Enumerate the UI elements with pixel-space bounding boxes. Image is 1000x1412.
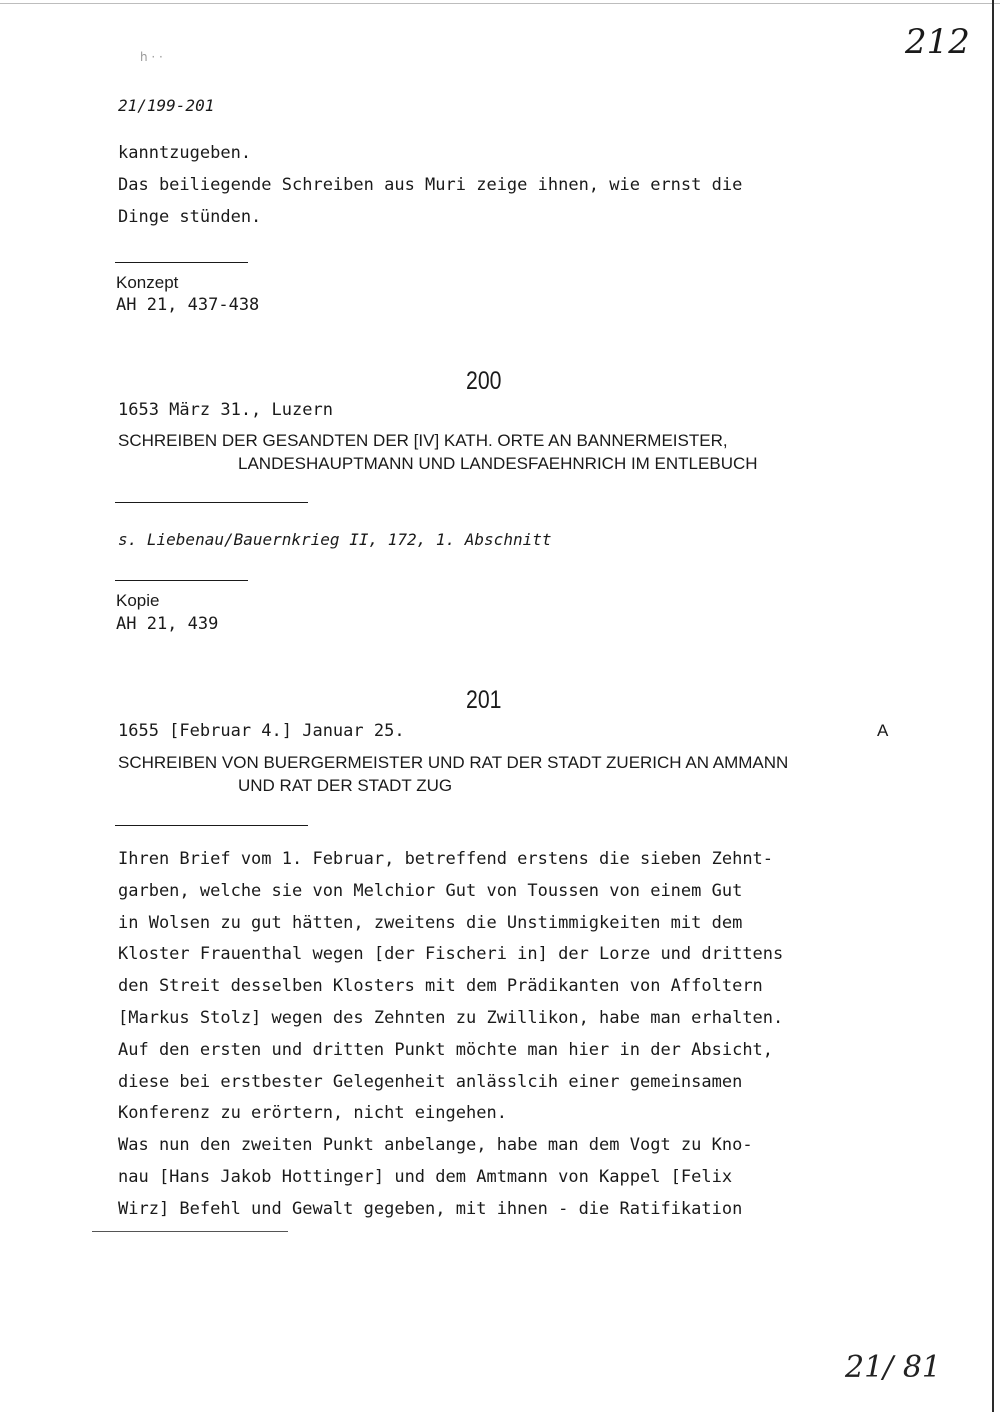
entry-number: 200	[466, 367, 502, 395]
separator-rule	[115, 580, 248, 581]
scan-top-edge	[0, 3, 1000, 4]
source-type: Kopie	[116, 591, 160, 610]
text-line: Ihren Brief vom 1. Februar, betreffend erstens die sieben Zehnt-	[118, 849, 774, 869]
text-line: den Streit desselben Klosters mit dem Prädikanten von Affoltern	[118, 976, 763, 997]
text-line: nau [Hans Jakob Hottinger] und dem Amtmann von Kappel [Felix	[118, 1166, 733, 1187]
handwritten-footer-note: 21/ 81	[845, 1350, 941, 1385]
handwritten-page-number: 212	[905, 22, 970, 62]
text-line: garben, welche sie von Melchior Gut von Toussen von einem Gut	[118, 880, 743, 901]
separator-rule	[115, 825, 308, 826]
source-reference: AH 21, 439	[116, 614, 219, 634]
separator-rule	[115, 502, 308, 503]
faint-stamp-mark: h · ·	[140, 50, 163, 64]
scan-right-edge	[992, 0, 994, 1412]
entry-number: 201	[466, 686, 502, 714]
entry-marker: A	[877, 721, 889, 740]
entry-title-line: SCHREIBEN VON BUERGERMEISTER UND RAT DER STADT ZUERICH AN AMMANN	[118, 753, 789, 772]
literature-reference: s. Liebenau/Bauernkrieg II, 172, 1. Abschnitt	[118, 530, 552, 549]
text-line: diese bei erstbester Gelegenheit anlässlcih einer gemeinsamen	[118, 1071, 743, 1092]
text-line: [Markus Stolz] wegen des Zehnten zu Zwillikon, habe man erhalten.	[118, 1007, 784, 1028]
text-line: in Wolsen zu gut hätten, zweitens die Unstimmigkeiten mit dem	[118, 912, 743, 933]
entry-date: 1655 [Februar 4.] Januar 25.	[118, 721, 405, 741]
text-line: Wirz] Befehl und Gewalt gegeben, mit ihnen - die Ratifikation	[118, 1198, 743, 1219]
entry-title-line: SCHREIBEN DER GESANDTEN DER [IV] KATH. ORTE AN BANNERMEISTER,	[118, 431, 728, 450]
dashed-rule	[92, 1231, 288, 1232]
source-reference: AH 21, 437-438	[116, 295, 260, 315]
reference-code: 21/199-201	[118, 96, 215, 115]
entry-title-line: LANDESHAUPTMANN UND LANDESFAEHNRICH IM ENTLEBUCH	[238, 454, 758, 473]
text-line: Auf den ersten und dritten Punkt möchte man hier in der Absicht,	[118, 1039, 774, 1060]
text-line: Dinge stünden.	[118, 206, 262, 227]
text-line: Kloster Frauenthal wegen [der Fischeri in] der Lorze und drittens	[118, 944, 784, 965]
text-line: Konferenz zu erörtern, nicht eingehen.	[118, 1103, 507, 1124]
entry-title-line: UND RAT DER STADT ZUG	[238, 776, 453, 795]
continuation-text	[118, 138, 918, 233]
source-type: Konzept	[116, 273, 179, 292]
separator-rule	[115, 262, 248, 263]
letter-body	[118, 844, 918, 1226]
text-line: Das beiliegende Schreiben aus Muri zeige ihnen, wie ernst die	[118, 174, 743, 195]
entry-date-place: 1653 März 31., Luzern	[118, 400, 333, 420]
text-line: Was nun den zweiten Punkt anbelange, habe man dem Vogt zu Kno-	[118, 1135, 753, 1156]
text-line: kanntzugeben.	[118, 143, 252, 163]
